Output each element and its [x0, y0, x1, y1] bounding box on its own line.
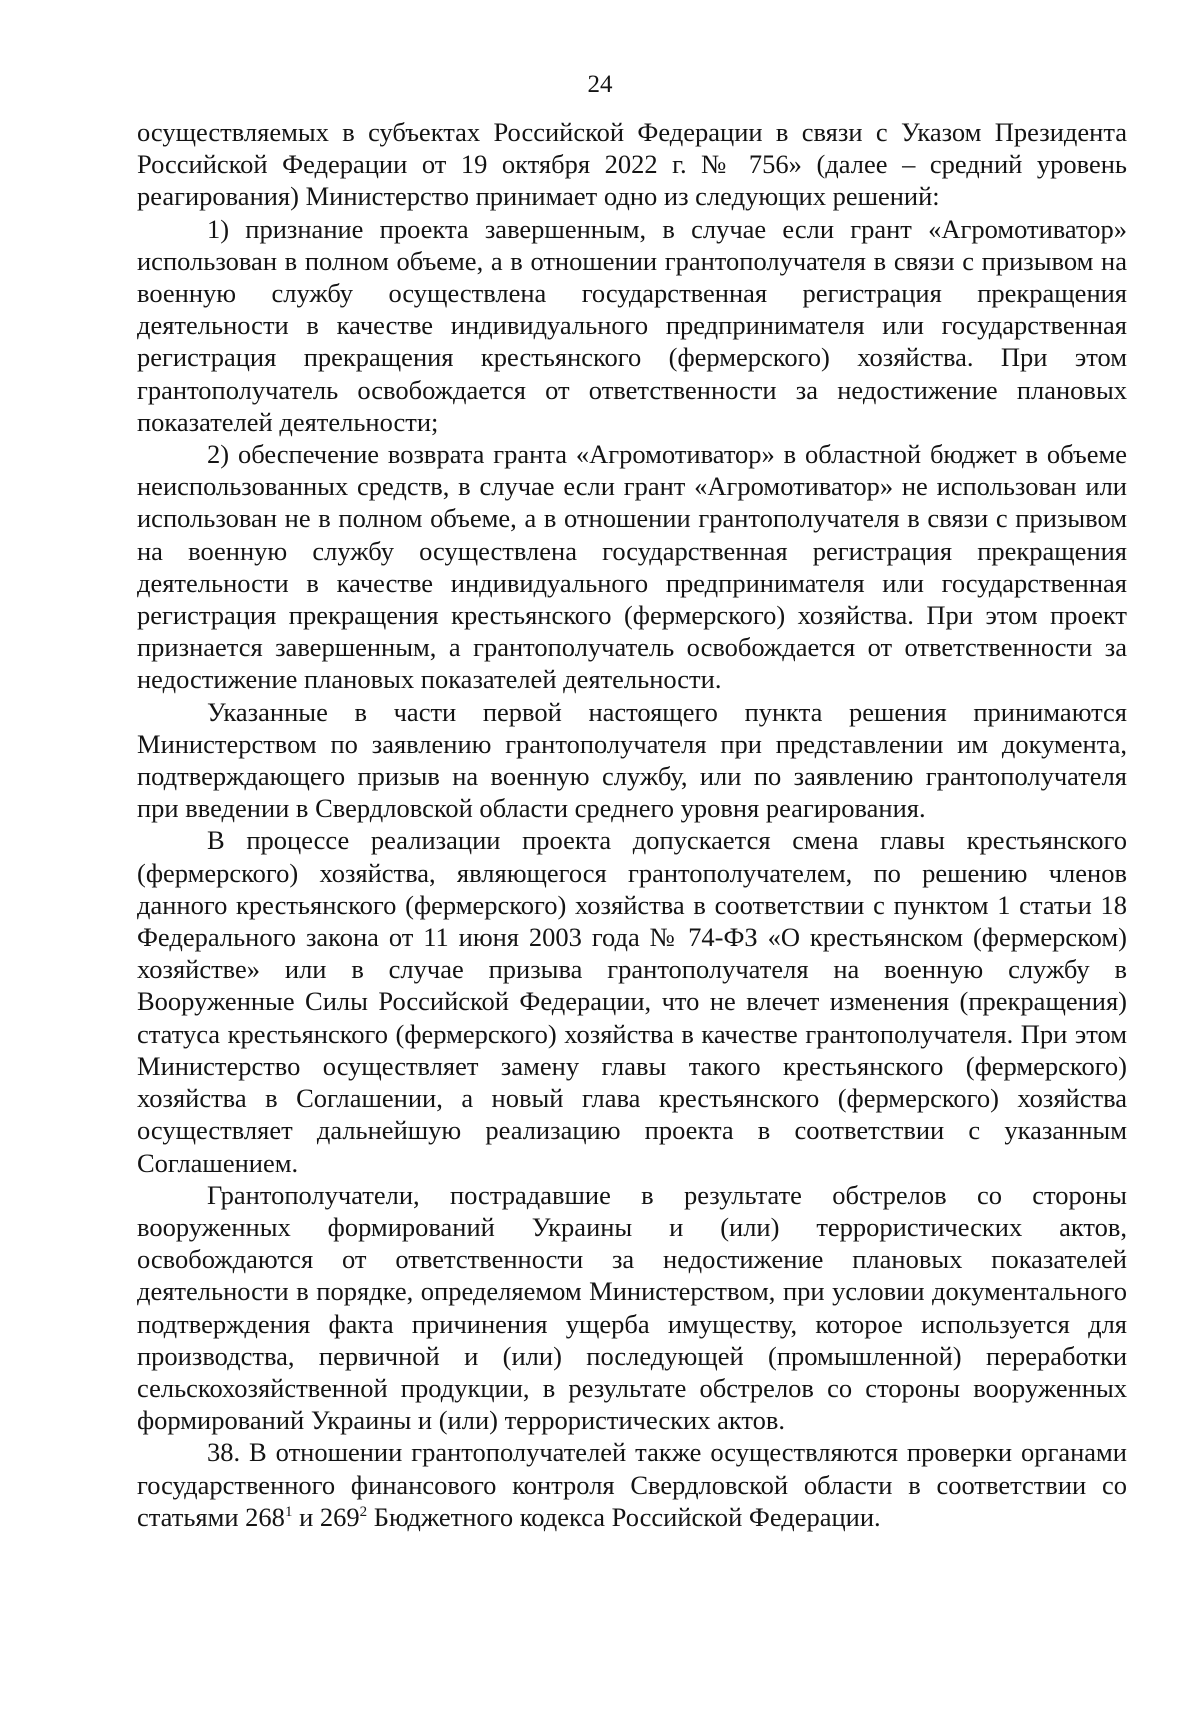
paragraph-item-38	[137, 1436, 1127, 1533]
item-38-text-start: 38. В отношении грантополучателей также осуществляются проверки органами государственного финансового контроля Свердловской области в соответствии со статьями 268	[137, 1437, 1127, 1532]
item-38-text-end: Бюджетного кодекса Российской Федерации.	[367, 1501, 881, 1532]
superscript-1: 1	[284, 1503, 293, 1520]
paragraph-decisions-note: Указанные в части первой настоящего пункта решения принимаются Министерством по заявлению грантополучателя при представлении им документа, подтверждающего призыв на военную службу, или по заявлению грантополучателя при введении в Свердловской области среднего уровня реагирования.	[137, 696, 1127, 824]
page-number: 24	[587, 71, 613, 98]
superscript-2: 2	[359, 1503, 368, 1520]
item-38-text-middle: и 269	[292, 1501, 360, 1532]
paragraph-item-1: 1) признание проекта завершенным, в случае если грант «Агромотиватор» использован в полном объеме, а в отношении грантополучателя в связи с призывом на военную службу осуществлена государственная регистрация прекращения деятельности в качестве индивидуального предпринимателя или государственная регистрация прекращения крестьянского (фермерского) хозяйства. При этом грантополучатель освобождается от ответственности за недостижение плановых показателей деятельности;	[137, 213, 1127, 437]
paragraph-item-2: 2) обеспечение возврата гранта «Агромотиватор» в областной бюджет в объеме неиспользованных средств, в случае если грант «Агромотиватор» не использован или использован не в полном объеме, а в отношении грантополучателя в связи с призывом на военную службу осуществлена государственная регистрация прекращения деятельности в качестве индивидуального предпринимателя или государственная регистрация прекращения крестьянского (фермерского) хозяйства. При этом проект признается завершенным, а грантополучатель освобождается от ответственности за недостижение плановых показателей деятельности.	[137, 439, 1127, 695]
paragraph-continuation: осуществляемых в субъектах Российской Федерации в связи с Указом Президента Российской Федерации от 19 октября 2022 г. № 756» (далее – средний уровень реагирования) Министерство принимает одно из следующих решений:	[137, 117, 1127, 212]
document-body	[137, 116, 1127, 1533]
paragraph-head-change: В процессе реализации проекта допускается смена главы крестьянского (фермерского) хозяйства, являющегося грантополучателем, по решению членов данного крестьянского (фермерского) хозяйства в соответствии с пунктом 1 статьи 18 Федерального закона от 11 июня 2003 года № 74-ФЗ «О крестьянском (фермерском) хозяйстве» или в случае призыва грантополучателя на военную службу в Вооруженные Силы Российской Федерации, что не влечет изменения (прекращения) статуса крестьянского (фермерского) хозяйства в качестве грантополучателя. При этом Министерство осуществляет замену главы такого крестьянского (фермерского) хозяйства в Соглашении, а новый глава крестьянского (фермерского) хозяйства осуществляет дальнейшую реализацию проекта в соответствии с указанным Соглашением.	[137, 825, 1127, 1178]
paragraph-shelling-victims: Грантополучатели, пострадавшие в результате обстрелов со стороны вооруженных формирований Украины и (или) террористических актов, освобождаются от ответственности за недостижение плановых показателей деятельности в порядке, определяемом Министерством, при условии документального подтверждения факта причинения ущерба имуществу, которое используется для производства, первичной и (или) последующей (промышленной) переработки сельскохозяйственной продукции, в результате обстрелов со стороны вооруженных формирований Украины и (или) террористических актов.	[137, 1179, 1127, 1436]
